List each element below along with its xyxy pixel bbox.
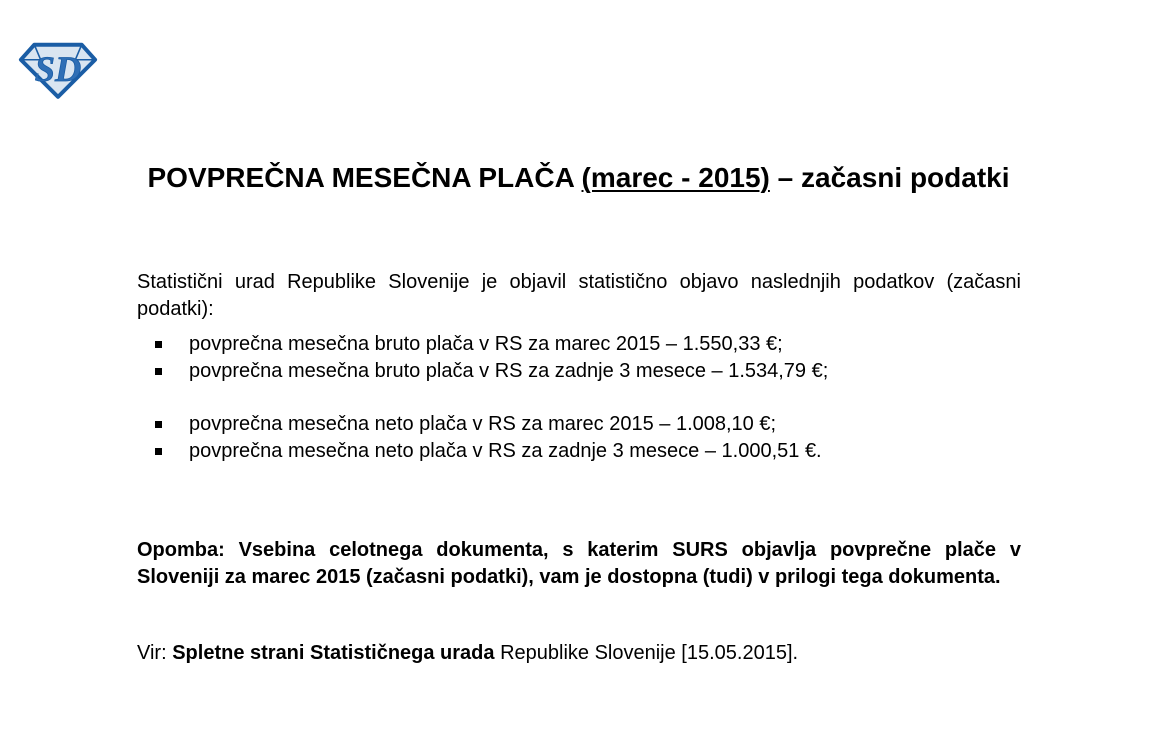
- bullet-text: povprečna mesečna bruto plača v RS za marec 2015 – 1.550,33 €;: [189, 333, 783, 355]
- logo-letters: SD: [34, 49, 82, 90]
- bullet-text: povprečna mesečna bruto plača v RS za zadnje 3 mesece – 1.534,79 €;: [189, 360, 829, 382]
- source-prefix: Vir:: [137, 642, 173, 664]
- note-paragraph: Opomba: Vsebina celotnega dokumenta, s katerim SURS objavlja povprečne plače v Sloveniji za marec 2015 (začasni podatki), vam je dostopna (tudi) v prilogi tega dokumenta.: [137, 539, 1021, 588]
- source-line: [137, 640, 1021, 667]
- list-item: [137, 411, 1021, 438]
- bullet-square-icon: [155, 341, 162, 348]
- intro-paragraph: Statistični urad Republike Slovenije je objavil statistično objavo naslednjih podatkov (začasni podatki):: [137, 271, 1021, 320]
- bullet-square-icon: [155, 368, 162, 375]
- bullet-text: povprečna mesečna neto plača v RS za marec 2015 – 1.008,10 €;: [189, 413, 777, 435]
- bullet-text: povprečna mesečna neto plača v RS za zadnje 3 mesece – 1.000,51 €.: [189, 440, 822, 462]
- document-title: [0, 162, 1157, 194]
- list-item: [137, 331, 1021, 358]
- title-part1: POVPREČNA MESEČNA PLAČA: [147, 162, 582, 193]
- source-bold-part: Spletne strani Statističnega urada: [172, 642, 495, 664]
- source-suffix: Republike Slovenije [15.05.2015].: [494, 642, 799, 664]
- bullet-list-bruto: [137, 331, 1021, 385]
- title-underlined-date: (marec - 2015): [581, 162, 770, 193]
- bullet-list-neto: [137, 411, 1021, 465]
- list-item: [137, 358, 1021, 385]
- bullet-square-icon: [155, 448, 162, 455]
- sd-diamond-logo-icon: [18, 40, 98, 100]
- title-part2: – začasni podatki: [769, 162, 1010, 193]
- bullet-square-icon: [155, 421, 162, 428]
- list-item: [137, 438, 1021, 465]
